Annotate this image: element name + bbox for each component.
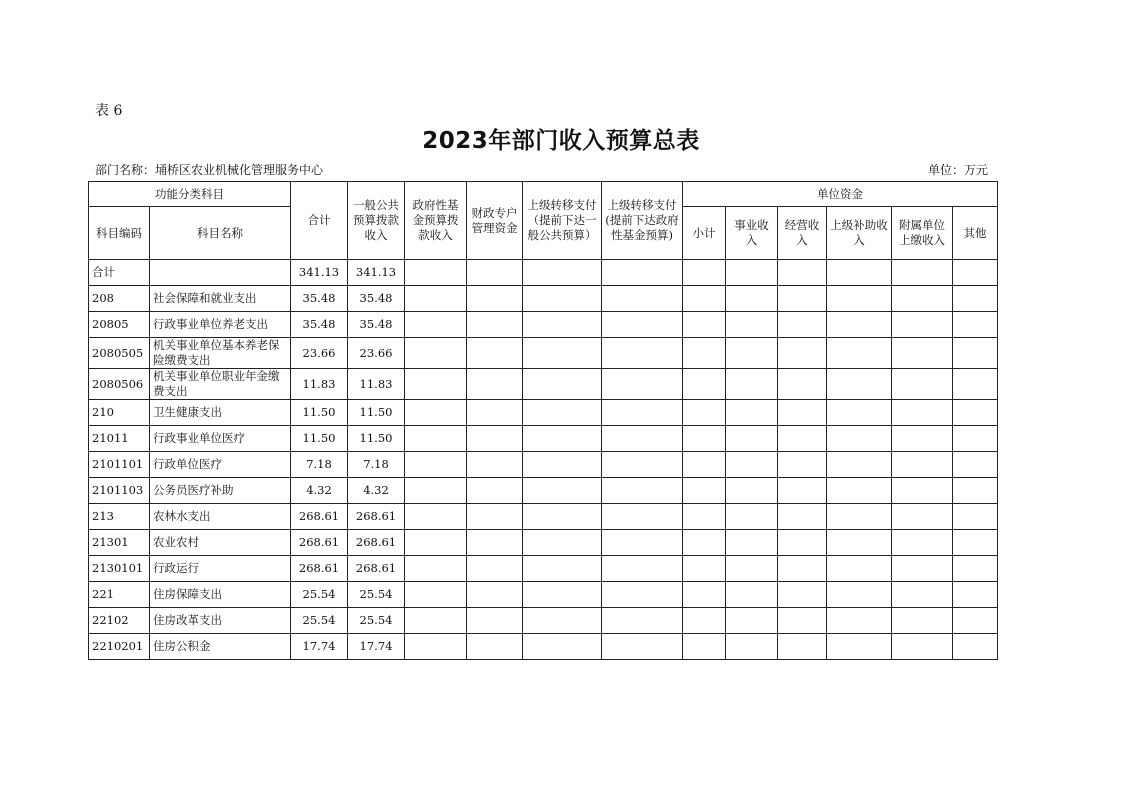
empty-cell [827,312,892,338]
table-row [89,312,998,338]
empty-cell [827,634,892,660]
empty-cell [778,608,827,634]
header-business-income: 事业收入 [726,207,778,260]
table-row [89,338,998,369]
empty-cell [892,478,953,504]
name-cell: 机关事业单位基本养老保险缴费支出 [150,338,291,369]
name-cell: 社会保障和就业支出 [150,286,291,312]
empty-cell [405,478,467,504]
total-cell: 23.66 [291,338,348,369]
general-budget-cell: 11.50 [348,400,405,426]
empty-cell [405,504,467,530]
header-operating-income: 经营收入 [778,207,827,260]
empty-cell [602,478,683,504]
empty-cell [892,556,953,582]
empty-cell [778,338,827,369]
empty-cell [892,452,953,478]
empty-cell [683,582,726,608]
empty-cell [892,286,953,312]
empty-cell [467,338,523,369]
empty-cell [683,530,726,556]
empty-cell [778,452,827,478]
empty-cell [778,478,827,504]
general-budget-cell: 11.83 [348,369,405,400]
empty-cell [523,338,602,369]
empty-cell [827,369,892,400]
empty-cell [405,530,467,556]
name-cell: 行政单位医疗 [150,452,291,478]
empty-cell [726,338,778,369]
empty-cell [827,556,892,582]
empty-cell [953,312,998,338]
name-cell [150,260,291,286]
empty-cell [405,556,467,582]
empty-cell [405,400,467,426]
header-superior-transfer-general: 上级转移支付（提前下达一般公共预算） [523,182,602,260]
empty-cell [778,634,827,660]
empty-cell [523,426,602,452]
empty-cell [683,286,726,312]
empty-cell [953,452,998,478]
total-cell: 11.83 [291,369,348,400]
header-superior-subsidy: 上级补助收入 [827,207,892,260]
empty-cell [467,260,523,286]
header-other: 其他 [953,207,998,260]
empty-cell [827,338,892,369]
total-cell: 11.50 [291,400,348,426]
header-name: 科目名称 [150,207,291,260]
empty-cell [953,608,998,634]
code-cell: 2080505 [89,338,150,369]
empty-cell [726,478,778,504]
header-general-public-budget: 一般公共预算拨款收入 [348,182,405,260]
general-budget-cell: 17.74 [348,634,405,660]
empty-cell [683,556,726,582]
empty-cell [953,530,998,556]
header-total: 合计 [291,182,348,260]
page-title: 2023年部门收入预算总表 [422,128,700,154]
empty-cell [602,260,683,286]
empty-cell [892,312,953,338]
empty-cell [892,504,953,530]
code-cell: 208 [89,286,150,312]
header-affiliated-income: 附属单位上缴收入 [892,207,953,260]
empty-cell [726,286,778,312]
empty-cell [602,400,683,426]
empty-cell [827,504,892,530]
empty-cell [523,260,602,286]
empty-cell [602,286,683,312]
empty-cell [405,426,467,452]
empty-cell [467,530,523,556]
name-cell: 住房改革支出 [150,608,291,634]
empty-cell [683,504,726,530]
total-cell: 17.74 [291,634,348,660]
empty-cell [523,400,602,426]
empty-cell [827,260,892,286]
general-budget-cell: 25.54 [348,608,405,634]
empty-cell [405,286,467,312]
empty-cell [683,478,726,504]
total-cell: 268.61 [291,504,348,530]
empty-cell [467,478,523,504]
general-budget-cell: 25.54 [348,582,405,608]
table-row [89,634,998,660]
code-cell: 21011 [89,426,150,452]
code-cell: 213 [89,504,150,530]
empty-cell [726,504,778,530]
empty-cell [892,260,953,286]
general-budget-cell: 23.66 [348,338,405,369]
empty-cell [683,426,726,452]
general-budget-cell: 268.61 [348,530,405,556]
empty-cell [726,369,778,400]
empty-cell [683,369,726,400]
empty-cell [683,634,726,660]
empty-cell [467,400,523,426]
empty-cell [683,260,726,286]
empty-cell [726,556,778,582]
empty-cell [683,608,726,634]
empty-cell [726,260,778,286]
empty-cell [467,556,523,582]
empty-cell [683,338,726,369]
empty-cell [778,312,827,338]
total-cell: 268.61 [291,530,348,556]
department-name: 部门名称：埇桥区农业机械化管理服务中心 [95,163,324,177]
code-cell: 2210201 [89,634,150,660]
empty-cell [523,312,602,338]
empty-cell [602,426,683,452]
empty-cell [726,582,778,608]
empty-cell [778,504,827,530]
total-cell: 4.32 [291,478,348,504]
header-gov-fund-budget: 政府性基金预算拨款收入 [405,182,467,260]
empty-cell [827,608,892,634]
empty-cell [405,452,467,478]
name-cell: 行政事业单位养老支出 [150,312,291,338]
empty-cell [523,452,602,478]
table-row [89,286,998,312]
empty-cell [892,582,953,608]
name-cell: 农业农村 [150,530,291,556]
total-cell: 7.18 [291,452,348,478]
table-row [89,260,998,286]
empty-cell [405,260,467,286]
name-cell: 住房公积金 [150,634,291,660]
table-row [89,369,998,400]
code-cell: 221 [89,582,150,608]
empty-cell [602,504,683,530]
empty-cell [602,530,683,556]
empty-cell [602,608,683,634]
total-cell: 35.48 [291,312,348,338]
name-cell: 农林水支出 [150,504,291,530]
code-cell: 21301 [89,530,150,556]
empty-cell [953,504,998,530]
empty-cell [827,582,892,608]
empty-cell [953,338,998,369]
table-row [89,426,998,452]
empty-cell [892,634,953,660]
empty-cell [827,478,892,504]
total-cell: 341.13 [291,260,348,286]
empty-cell [778,400,827,426]
empty-cell [523,582,602,608]
table-row [89,504,998,530]
empty-cell [953,400,998,426]
empty-cell [405,582,467,608]
header-superior-transfer-gov-fund: 上级转移支付(提前下达政府性基金预算) [602,182,683,260]
empty-cell [892,369,953,400]
header-unit-funds: 单位资金 [683,182,998,207]
empty-cell [467,426,523,452]
empty-cell [523,286,602,312]
empty-cell [953,556,998,582]
empty-cell [726,400,778,426]
empty-cell [683,312,726,338]
empty-cell [405,338,467,369]
code-cell: 2080506 [89,369,150,400]
table-row [89,400,998,426]
empty-cell [892,530,953,556]
budget-table [88,181,998,660]
empty-cell [892,400,953,426]
general-budget-cell: 341.13 [348,260,405,286]
header-special-account-fund: 财政专户管理资金 [467,182,523,260]
general-budget-cell: 11.50 [348,426,405,452]
empty-cell [467,452,523,478]
empty-cell [778,530,827,556]
empty-cell [405,608,467,634]
table-label: 表 6 [95,103,123,119]
empty-cell [523,369,602,400]
header-code: 科目编码 [89,207,150,260]
empty-cell [602,452,683,478]
empty-cell [778,426,827,452]
header-functional-classification: 功能分类科目 [89,182,291,207]
empty-cell [683,400,726,426]
empty-cell [827,400,892,426]
general-budget-cell: 7.18 [348,452,405,478]
empty-cell [467,634,523,660]
table-row [89,452,998,478]
empty-cell [953,634,998,660]
empty-cell [602,338,683,369]
empty-cell [602,582,683,608]
empty-cell [726,312,778,338]
empty-cell [467,369,523,400]
name-cell: 公务员医疗补助 [150,478,291,504]
total-cell: 268.61 [291,556,348,582]
name-cell: 卫生健康支出 [150,400,291,426]
empty-cell [405,369,467,400]
empty-cell [467,608,523,634]
empty-cell [602,369,683,400]
empty-cell [683,452,726,478]
name-cell: 行政事业单位医疗 [150,426,291,452]
code-cell: 合计 [89,260,150,286]
total-cell: 25.54 [291,582,348,608]
empty-cell [523,478,602,504]
empty-cell [467,504,523,530]
empty-cell [602,556,683,582]
empty-cell [892,338,953,369]
general-budget-cell: 4.32 [348,478,405,504]
empty-cell [778,260,827,286]
table-row [89,608,998,634]
general-budget-cell: 268.61 [348,556,405,582]
general-budget-cell: 268.61 [348,504,405,530]
empty-cell [892,608,953,634]
empty-cell [523,556,602,582]
empty-cell [467,286,523,312]
empty-cell [827,286,892,312]
empty-cell [726,452,778,478]
empty-cell [726,530,778,556]
empty-cell [523,634,602,660]
empty-cell [405,312,467,338]
empty-cell [778,369,827,400]
empty-cell [602,312,683,338]
empty-cell [892,426,953,452]
name-cell: 住房保障支出 [150,582,291,608]
unit-label: 单位：万元 [927,163,988,177]
empty-cell [827,530,892,556]
empty-cell [405,634,467,660]
total-cell: 25.54 [291,608,348,634]
empty-cell [827,452,892,478]
code-cell: 2101103 [89,478,150,504]
empty-cell [953,582,998,608]
code-cell: 2101101 [89,452,150,478]
table-row [89,582,998,608]
general-budget-cell: 35.48 [348,312,405,338]
header-subtotal: 小计 [683,207,726,260]
code-cell: 2130101 [89,556,150,582]
table-row [89,478,998,504]
name-cell: 机关事业单位职业年金缴费支出 [150,369,291,400]
empty-cell [523,608,602,634]
empty-cell [726,634,778,660]
empty-cell [778,286,827,312]
empty-cell [726,426,778,452]
empty-cell [467,312,523,338]
name-cell: 行政运行 [150,556,291,582]
empty-cell [778,582,827,608]
empty-cell [953,260,998,286]
empty-cell [523,504,602,530]
empty-cell [953,286,998,312]
general-budget-cell: 35.48 [348,286,405,312]
empty-cell [523,530,602,556]
empty-cell [726,608,778,634]
total-cell: 11.50 [291,426,348,452]
empty-cell [778,556,827,582]
empty-cell [953,478,998,504]
empty-cell [953,369,998,400]
empty-cell [467,582,523,608]
table-row [89,556,998,582]
empty-cell [602,634,683,660]
empty-cell [953,426,998,452]
total-cell: 35.48 [291,286,348,312]
code-cell: 20805 [89,312,150,338]
code-cell: 22102 [89,608,150,634]
code-cell: 210 [89,400,150,426]
empty-cell [827,426,892,452]
table-row [89,530,998,556]
